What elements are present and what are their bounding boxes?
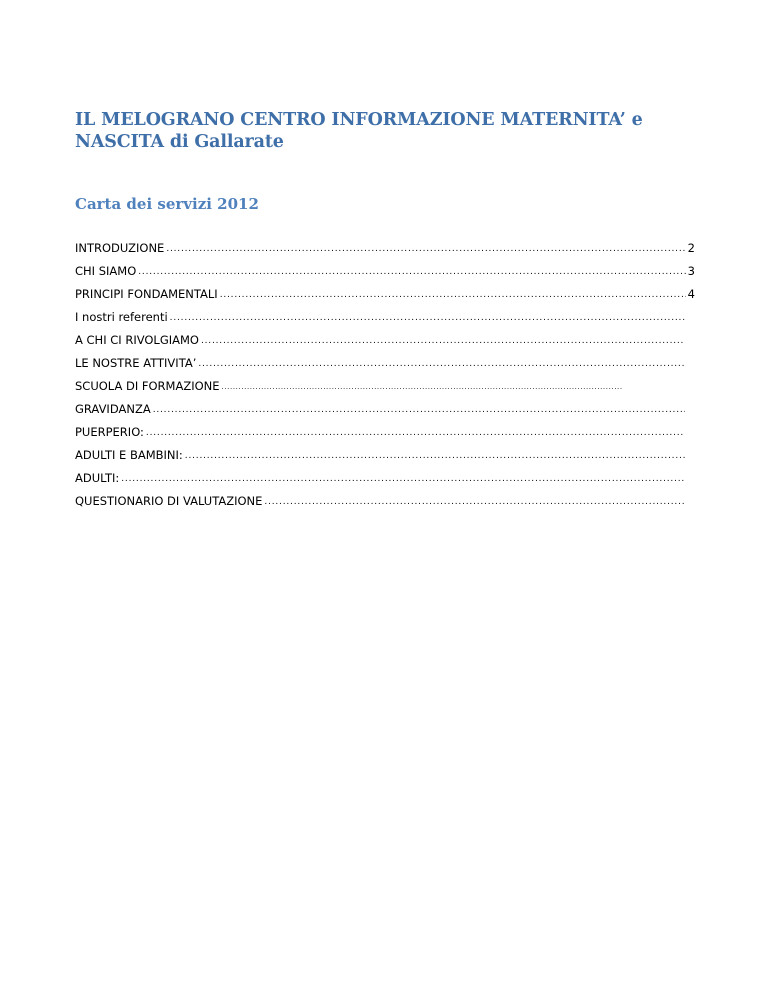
toc-page-number: 4: [687, 286, 695, 301]
toc-entry-label: ADULTI:: [75, 470, 120, 485]
toc-page-number: 3: [687, 263, 695, 278]
toc-entry-label: ADULTI E BAMBINI:: [75, 447, 183, 462]
toc-dot-leader: [201, 336, 685, 351]
toc-dot-leader: [121, 474, 685, 489]
toc-entry-label: I nostri referenti: [75, 309, 168, 324]
toc-entry-label: QUESTIONARIO DI VALUTAZIONE: [75, 493, 263, 508]
toc-entry-questionario-di-valutazione[interactable]: [75, 489, 693, 512]
toc-entry-i-nostri-referenti[interactable]: [75, 305, 693, 328]
toc-entry-label: SCUOLA DI FORMAZIONE: [75, 378, 220, 393]
table-of-contents: [75, 236, 695, 512]
toc-entry-label: INTRODUZIONE: [75, 240, 165, 255]
toc-dot-leader: [264, 497, 685, 512]
toc-entry-label: LE NOSTRE ATTIVITA’: [75, 355, 197, 370]
toc-entry-label: CHI SIAMO: [75, 263, 137, 278]
toc-entry-introduzione[interactable]: [75, 236, 695, 259]
toc-entry-a-chi-ci-rivolgiamo[interactable]: [75, 328, 693, 351]
toc-dot-leader: [220, 290, 686, 305]
toc-entry-label: A CHI CI RIVOLGIAMO: [75, 332, 199, 347]
toc-entry-label: PUERPERIO:: [75, 424, 144, 439]
toc-entry-chi-siamo[interactable]: [75, 259, 695, 282]
toc-dot-leader: [166, 244, 685, 259]
toc-entry-label: PRINCIPI FONDAMENTALI: [75, 286, 218, 301]
toc-dot-leader: [185, 451, 685, 466]
toc-dot-leader: [138, 267, 685, 282]
toc-entry-adulti-e-bambini[interactable]: [75, 443, 693, 466]
toc-dot-leader: [170, 313, 685, 328]
toc-entry-principi-fondamentali[interactable]: [75, 282, 695, 305]
toc-dot-leader: [198, 359, 685, 374]
toc-entry-label: GRAVIDANZA: [75, 401, 151, 416]
toc-entry-adulti[interactable]: [75, 466, 693, 489]
document-title: IL MELOGRANO CENTRO INFORMAZIONE MATERNITA’ e NASCITA di Gallarate: [75, 110, 643, 152]
toc-dot-leader: [153, 405, 685, 420]
toc-entry-scuola-di-formazione[interactable]: [75, 374, 630, 397]
toc-entry-gravidanza[interactable]: [75, 397, 693, 420]
toc-entry-le-nostre-attivita[interactable]: [75, 351, 693, 374]
toc-dot-leader: [146, 428, 685, 443]
toc-entry-puerperio[interactable]: [75, 420, 693, 443]
document-subtitle: Carta dei servizi 2012: [75, 195, 259, 213]
toc-page-number: 2: [687, 240, 695, 255]
toc-dot-leader: [222, 383, 622, 397]
